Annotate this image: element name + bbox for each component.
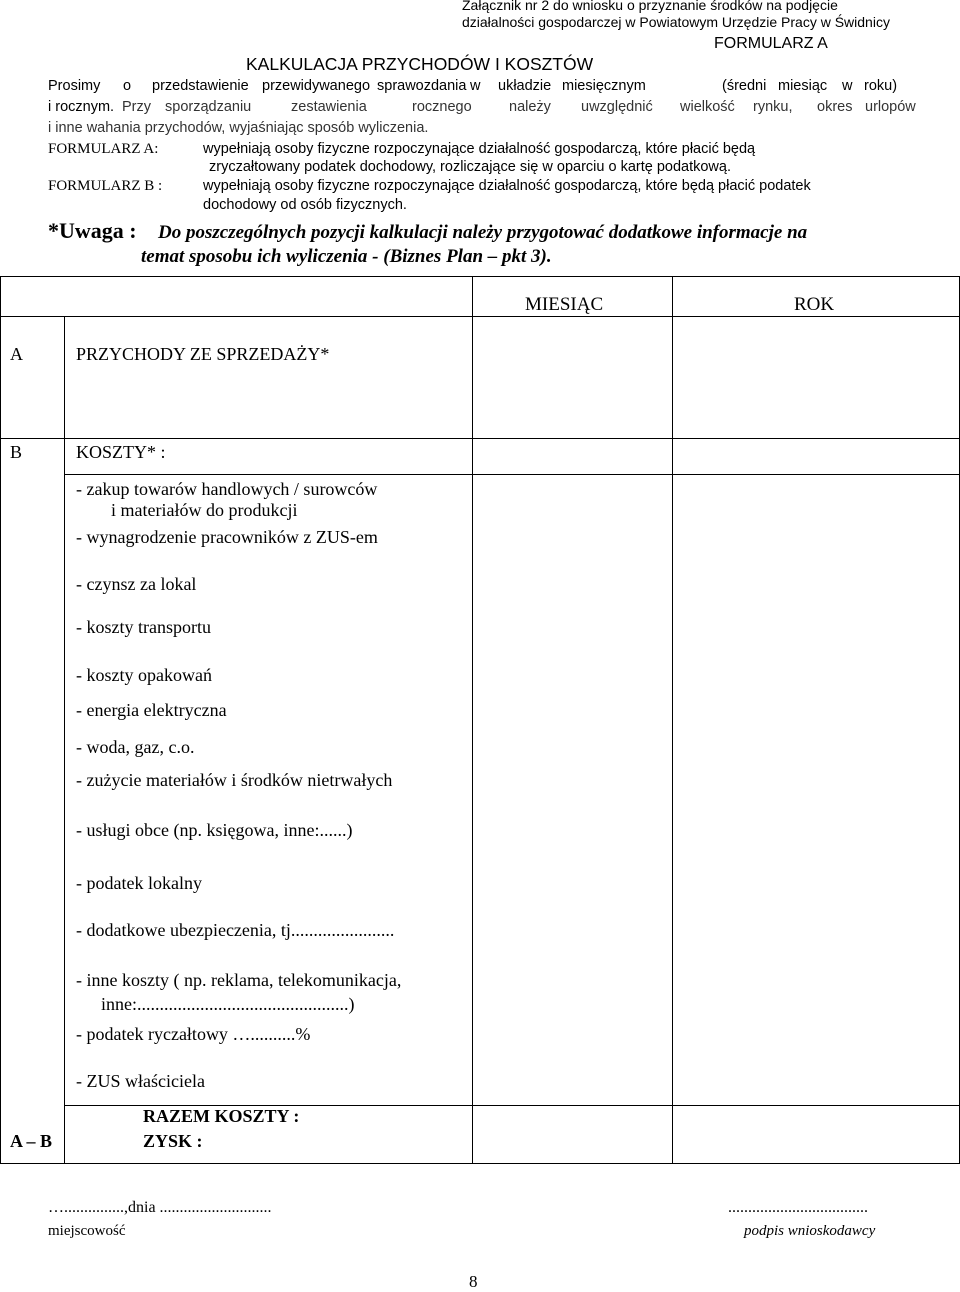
table-border-top — [0, 276, 960, 277]
profit-month-field[interactable] — [476, 1108, 668, 1160]
intro-word: miesiąc — [778, 78, 828, 94]
costs-month-field[interactable] — [476, 442, 668, 1102]
table-col-divider — [672, 276, 673, 1164]
form-b-description: wypełniają osoby fizyczne rozpoczynające działalność gospodarczą, które będą płacić podatek — [203, 178, 811, 194]
note-lead: *Uwaga : — [48, 218, 137, 243]
note-text: Do poszczególnych pozycji kalkulacji należy przygotować dodatkowe informacje na — [158, 222, 808, 243]
intro-word: sporządzaniu — [165, 99, 252, 115]
intro-word: Prosimy — [48, 78, 101, 94]
intro-word: zestawienia — [291, 99, 367, 115]
intro-word: przewidywanego — [262, 78, 371, 94]
cost-item-owner-zus: - ZUS właściciela — [76, 1071, 205, 1091]
intro-line3: i inne wahania przychodów, wyjaśniając sposób wyliczenia. — [48, 120, 429, 136]
intro-text: i rocznym. — [48, 99, 115, 115]
profit-label: ZYSK : — [143, 1131, 203, 1151]
profit-year-field[interactable] — [676, 1108, 956, 1160]
table-rule — [0, 316, 960, 317]
place-date-field[interactable]: …...............,dnia ............................ — [48, 1199, 272, 1216]
form-a-description-cont: zryczałtowany podatek dochodowy, rozliczające się w oparciu o kartę podatkową. — [209, 159, 731, 175]
cost-item-rent: - czynsz za lokal — [76, 574, 197, 594]
column-header-year: ROK — [794, 294, 835, 315]
row-b-label: KOSZTY* : — [76, 442, 166, 462]
intro-line1 — [0, 78, 960, 98]
form-a-label: FORMULARZ A: — [48, 141, 159, 157]
form-a-description: wypełniają osoby fizyczne rozpoczynające działalność gospodarczą, które płacić będą — [203, 141, 756, 157]
intro-word: w — [842, 78, 853, 94]
revenue-year-field[interactable] — [676, 320, 956, 434]
ab-letter: A – B — [10, 1131, 53, 1151]
intro-word: należy — [509, 99, 551, 115]
intro-word: układzie — [498, 78, 552, 94]
attachment-note-line2: działalności gospodarczej w Powiatowym Urzędzie Pracy w Świdnicy — [462, 14, 890, 30]
intro-word: urlopów — [865, 99, 916, 115]
intro-line2 — [0, 99, 960, 119]
revenue-month-field[interactable] — [476, 320, 668, 434]
costs-year-field[interactable] — [676, 442, 956, 1102]
document-title: KALKULACJA PRZYCHODÓW I KOSZTÓW — [246, 54, 594, 74]
intro-word: sprawozdania — [377, 78, 467, 94]
intro-word: roku) — [864, 78, 898, 94]
cost-item-transport: - koszty transportu — [76, 617, 211, 637]
row-a-label: PRZYCHODY ZE SPRZEDAŻY* — [76, 344, 330, 364]
row-a-letter: A — [10, 344, 23, 364]
cost-item-external-services: - usługi obce (np. księgowa, inne:......) — [76, 820, 353, 840]
cost-item-other: - inne koszty ( np. reklama, telekomunikacja, — [76, 970, 402, 990]
signature-field[interactable]: ................................... — [728, 1199, 868, 1216]
place-label: miejscowość — [48, 1223, 126, 1239]
cost-item-utilities: - woda, gaz, c.o. — [76, 737, 195, 757]
cost-item-goods-cont: i materiałów do produkcji — [111, 500, 298, 520]
intro-word: rynku, — [753, 99, 793, 115]
intro-word: uwzględnić — [581, 99, 653, 115]
table-col-divider — [472, 276, 473, 1164]
column-header-month: MIESIĄC — [525, 294, 604, 315]
form-id: FORMULARZ A — [714, 35, 828, 52]
table-rule — [0, 438, 960, 439]
cost-item-materials: - zużycie materiałów i środków nietrwałych — [76, 770, 393, 790]
intro-word: (średni — [722, 78, 767, 94]
cost-item-insurance: - dodatkowe ubezpieczenia, tj....................... — [76, 920, 395, 940]
attachment-note-line1: Załącznik nr 2 do wniosku o przyznanie środków na podjęcie — [462, 0, 838, 13]
intro-word: miesięcznym — [562, 78, 646, 94]
intro-word: przedstawienie — [152, 78, 249, 94]
cost-item-electricity: - energia elektryczna — [76, 700, 227, 720]
page-number: 8 — [469, 1272, 478, 1291]
table-border-bottom — [0, 1163, 960, 1164]
cost-item-flat-tax: - podatek ryczałtowy …..........% — [76, 1024, 311, 1044]
cost-item-salaries: - wynagrodzenie pracowników z ZUS-em — [76, 527, 378, 547]
note-text-cont: temat sposobu ich wyliczenia - (Biznes Plan – pkt 3). — [141, 246, 552, 267]
total-costs-label: RAZEM KOSZTY : — [143, 1106, 300, 1126]
row-b-letter: B — [10, 442, 23, 462]
signature-label: podpis wnioskodawcy — [744, 1223, 876, 1239]
intro-word: Przy — [122, 99, 151, 115]
table-border-left — [0, 276, 1, 1164]
cost-item-packaging: - koszty opakowań — [76, 665, 212, 685]
cost-item-local-tax: - podatek lokalny — [76, 873, 202, 893]
intro-word: okres — [817, 99, 853, 115]
intro-word: w — [470, 78, 481, 94]
intro-word: rocznego — [412, 99, 472, 115]
intro-word: o — [123, 78, 132, 94]
form-b-label: FORMULARZ B : — [48, 178, 163, 194]
table-col-divider — [64, 316, 65, 1164]
cost-item-other-cont: inne:...............................................) — [101, 994, 355, 1014]
form-b-description-cont: dochodowy od osób fizycznych. — [203, 197, 407, 213]
intro-word: wielkość — [680, 99, 735, 115]
cost-item-goods: - zakup towarów handlowych / surowców — [76, 479, 378, 499]
